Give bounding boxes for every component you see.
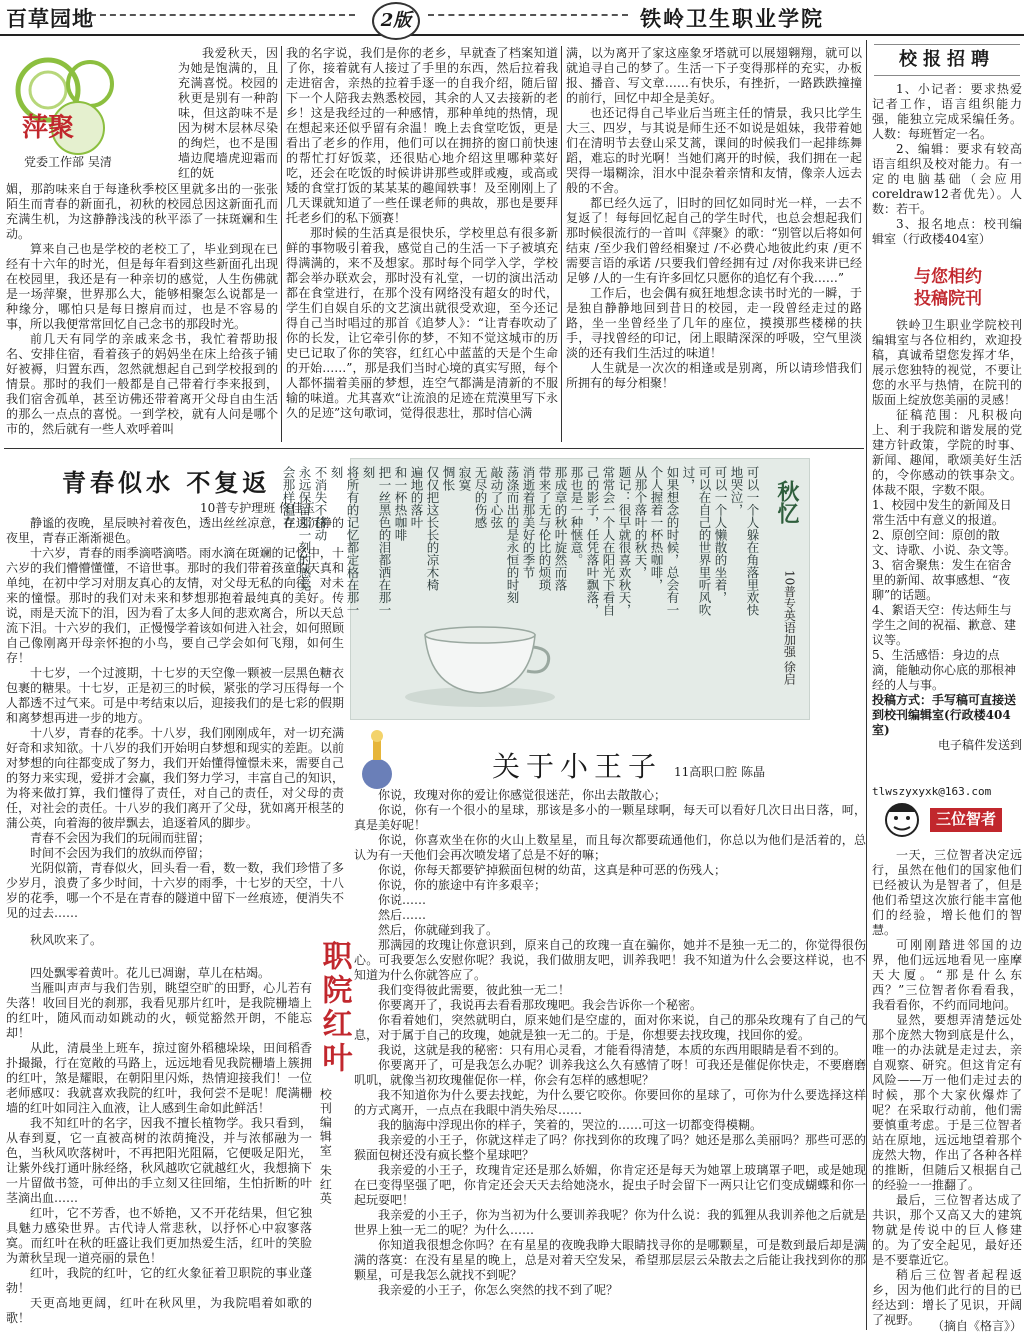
paragraph: 可刚刚踏进邻国的边界，他们远远地看见一座摩天大厦。“那是什么东西？”三位智者你看看我，我看看你，不约而同地问。 (872, 938, 1022, 1012)
header-divider (428, 14, 628, 26)
paragraph: 十七岁，一个过渡期，十七岁的天空像一颗被一层黑色糖衣包裹的糖果。十七岁，正是初三的时候，紧张的学习压得每一个人都透不过气来。可是中考结束以后，迎接我们的是七彩的假期和离梦想再进一步的地方。 (6, 666, 344, 725)
heading-line: 与您相约 (914, 267, 982, 287)
article-column (566, 46, 862, 391)
paragraph: 你看着她们，突然就明白，原来她们是空虚的，面对你来说，自己的那朵玫瑰有了自己的气息，对于属于自己的玫瑰，她就是独一无二的。于是，你想要去找玫瑰，找回你的爱。 (354, 1013, 866, 1042)
column-divider (866, 40, 867, 1330)
wise-men-title: 三位智者 (930, 808, 1002, 832)
email-address: tlwszyxyxk@163.com (872, 785, 992, 798)
paragraph: 最后，三位智者达成了共识，那个又高又大的建筑物就是传说中的巨人修建的。为了安全起见，最好还是不要靠近它。 (872, 1193, 1022, 1267)
paragraph: 你说，你的旅途中有许多艰辛； (378, 878, 547, 892)
paragraph: 媚，那韵味来自于每逢秋季校区里就多出的一张张陌生而青春的新面孔，初秋的校园总因这新面孔而充满生机，为这静静浅浅的秋平添了一抹斑斓和生动。 (6, 182, 278, 241)
article-body (6, 966, 312, 1326)
paragraph: 工作后，也会偶有疯狂地想念读书时光的一瞬，于是独自静静地回到昔日的校园，走一段曾经走过的路路，坐一坐曾经坐了几年的座位，摸摸那些楼梯的扶手，寻找曾经的印记，闭上眼睛深深的呼吸，空气里淡淡的还有我们生活过的味道！ (566, 286, 862, 360)
paragraph: 当雁叫声声与我们告别，眺望空旷的田野，心儿若有失落！收回目光的刹那，我看见那片红叶，是我院栅墙上的红叶，随风而动如跳动的火，顿觉豁然开朗，不能忘却！ (6, 981, 312, 1040)
paragraph: 你说，玫瑰对你的爱让你感觉很迷茫，你出去散散心； (378, 788, 667, 802)
paragraph: 铁岭卫生职业学院校刊编辑室与各位相约，欢迎投稿，真诚希望您发挥才华，展示您独特的视觉，不要让您的水平与热情，在院刊的版面上绽放您美丽的灵感！ (872, 318, 1022, 407)
article-logo (4, 44, 174, 184)
poem-line: 可以一个人懒散的坐着， (713, 466, 728, 604)
sidebar-heading: 校报招聘 (874, 44, 1020, 76)
paragraph: 青春不会因为我们的玩闹而驻留； (30, 831, 211, 845)
paragraph: 时间不会因为我们的放纵而停留； (30, 846, 211, 860)
poem-body (281, 466, 760, 626)
list-item: 1、小记者：要求热爱记者工作，语言组织能力强，能独立完成采编任务。人数：每班暂定一名。 (872, 82, 1022, 141)
paragraph: 你说…… (378, 893, 427, 907)
paragraph: 从此，清晨坐上班车，掠过窗外稻穗垛垛，田间稻香扑撮撮，行在宽敞的马路上，远远地看见我院栅墙上簇拥的红叶，煞是耀眼，在朝阳里闪烁，热情迎接我们！一位老师感叹：我就喜欢我院的红叶，我何尝不是呢！爬满栅墙的红叶如同注入血液，让人感到生命如此鲜活！ (6, 1041, 312, 1115)
poem-line: 可以在自己的世界里听风吹过， (681, 466, 712, 616)
list-item: 1、校园中发生的新闻及日常生活中有意义的报道。 (872, 498, 1012, 527)
article-body (354, 788, 866, 1298)
paragraph: 我亲爱的小王子，玫瑰肯定还是那么娇媚，你肯定还是每天为她罩上玻璃罩子吧，或是她现在已变得坚强了吧，你肯定还会天天去给她浇水，捉虫子时会留下一两只让它们变成蝴蝶和你一起玩耍吧！ (354, 1163, 866, 1207)
column-divider (281, 46, 282, 442)
page-number-badge: 2版 (372, 2, 420, 40)
paragraph: 你说，你每天都要铲掉猴面包树的幼苗，这真是种可恶的伤残人； (378, 863, 727, 877)
article-byline: 校刊编辑室 朱红英 (318, 1088, 333, 1206)
paragraph: 光阴似箭，青春似火，回头看一看，数一数，我们珍惜了多少岁月，浪费了多少时间，十六岁的雨季，十七岁的天空，十八岁的花季，哪一个不是在青春的隧道中留下一丝痕迹，便消失不见的过去…… (6, 861, 344, 920)
paragraph: 你要离开了，我说再去看看那玫瑰吧。我会告诉你一个秘密。 (378, 998, 703, 1012)
paragraph: 静谧的夜晚，星辰映衬着夜色，透出丝丝凉意，在这沉静的夜里，青春正渐渐褪色。 (6, 516, 344, 545)
list-item: 2、编辑：要求有较高语言组织及校对能力。有一定的电脑基础（会应用coreldraw12者优先）。人数：若干。 (872, 142, 1022, 216)
submission-method: 投稿方式：手写稿可直接送到校刊编辑室(行政楼404室) (872, 693, 1017, 737)
poem-line: 仅仅把这长长的凉木椅 (425, 466, 440, 591)
poem-line: 消逝着那美好的季节 (521, 466, 536, 579)
poem-line: 和一杯热咖啡 (393, 466, 408, 541)
sidebar-heading (876, 266, 1020, 310)
paragraph: 显然，要想弄清楚远处那个庞然大物到底是什么，唯一的办法就是走过去，亲自观察、研究。但这肯定有风险——万一他们走过去的时候，那个大家伙爆炸了呢？在采取行动前，他们需要慎重考虑。于是三位智者站在原地，远远地望着那个庞然大物，作出了各种各样的推断，但随后又根据自己的经验一一推翻了。 (872, 1013, 1022, 1192)
poem-line: 把一丝黑色的泪都洒在那一刻 (361, 466, 392, 616)
poem-line: 从那个落叶的秋天， (633, 466, 648, 579)
article-column (178, 46, 278, 181)
poem-line: 永远保留那一刻的感觉 (297, 466, 312, 591)
poem-line: 惆怅 (441, 466, 456, 491)
article-byline: 党委工作部 吴清 (24, 155, 112, 169)
paragraph: 我亲爱的小王子，你为当初为什么要训养我呢？你为什么说：我的狐狸从我训养他之后就是世界上独一无二的呢？为什么…… (354, 1208, 866, 1237)
paragraph: 我们变得彼此需要，彼此独一无二！ (378, 983, 571, 997)
list-item: 3、宿舍聚焦：发生在宿舍里的新闻、故事感想、“夜聊”的话题。 (872, 558, 1012, 602)
little-prince-planet-icon (352, 728, 402, 790)
coffee-cup-icon (400, 605, 560, 710)
poem-line: 荡涤而出的是永恒的时刻 (505, 466, 520, 604)
paragraph: 满，以为离开了家这座象牙塔就可以展翅翱翔，就可以就追寻自己的梦了。生活一下子变得那样的充实，办板报、播音、写文章……有快乐，有挫折，一路跌跌撞撞的前行，回忆中却全是美好。 (566, 46, 862, 105)
poem-line: 那成章的秋叶旋然而落 (553, 466, 568, 591)
poem-title: 秋忆 (773, 480, 800, 524)
recruit-notice (872, 82, 1022, 247)
paragraph: 我亲爱的小王子，你就这样走了吗？你找到你的玫瑰了吗？她还是那么美丽吗？那些可恶的猴面包树还没有疯长整个星球吧？ (354, 1133, 866, 1162)
poem-line: 可以一个人躲在角落里欢快地哭泣， (729, 466, 760, 616)
paragraph: 我的名字说，我们是你的老乡，早就查了档案知道了你，接着就有人接过了手里的东西，然后拉着我走进宿舍，亲热的拉着手逐一的自我介绍，随后留下一个人陪我去熟悉校园，其余的人又去接新的老乡！这是我经过的一种感情，那种单纯的热情，现在想起来还似乎留有余温！晚上去食堂吃饭，更是看出了老乡的作用，他们可以在拥挤的窗口前快速的帮忙打好饭菜，还很贴心地介绍这里哪种菜好吃，还会在吃饭的时候讲讲那些或胖或瘦，或高或矮的食堂打饭的某某某的趣闻轶事！及至刚刚上了几天课就知道了一些任课老师的典故，那也是要拜托老乡们的私下颁赛！ (286, 46, 558, 225)
paragraph: 秋风吹来了。 (30, 933, 103, 947)
heading-line: 投稿院刊 (914, 289, 982, 309)
section-divider (4, 448, 864, 449)
paragraph: 也还记得自己毕业后当班主任的情景，我只比学生大三、四岁，与其说是师生还不如说是姐妹，我带着她们在清明节去登山采艾蒿，课间的时候我们一起排练舞蹈，难忘的时光啊！当她们离开的时候，我们拥在一起哭得一塌糊涂，泪水中混杂着亲情和友情，像亲人远去般的不舍。 (566, 106, 862, 195)
paragraph: 我说，这就是我的秘密：只有用心灵看，才能看得清楚，本质的东西用眼睛是看不到的。 (378, 1043, 847, 1057)
section-title: 百草园地 (6, 6, 94, 31)
article-title: 职院红叶 (316, 940, 352, 1076)
list-item: 5、生活感悟：身边的点滴，能触动你心底的那根神经的人与事。 (872, 648, 1017, 692)
header-divider (90, 14, 355, 26)
list-item: 4、絮语天空：传达师生与学生之间的祝福、歉意、建议等。 (872, 603, 1017, 647)
poem-line: 如果想念的时候，总会有一个人握着一杯热咖啡， (649, 466, 680, 616)
article-column (286, 46, 558, 421)
list-item: 3、报名地点：校刊编辑室（行政楼404室） (872, 217, 1022, 246)
paragraph: 然后，你就碰到我了。 (378, 923, 499, 937)
paragraph: 你说，你喜欢坐在你的火山上数星星，而且每次都要疏通他们，你总以为他们是活着的，总认为有一天他们会再次喷发堵了总是不好的嘛； (354, 833, 866, 862)
paragraph: 然后…… (378, 908, 427, 922)
poem-line: 不消失不移动 (313, 466, 328, 541)
article-title: 萍聚 (22, 113, 75, 143)
poem-line: 遍地的落叶 (409, 466, 424, 529)
paragraph: 前几天有同学的亲戚来念书，我忙着帮助报名、安排住宿，看着孩子的妈妈坐在床上给孩子铺好被褥，归置东西，忽然就想起自己到学校报到的情景。那时的我们一般都是自己带着行李来报到，我们宿舍孤单，甚至访佛还带着离开父母自由生活的那么一点点的喜悦。一到学校，就有人问是哪个市的，然后就有一些人欢呼着叫 (6, 332, 278, 436)
poem-line: 无尽的伤感 (473, 466, 488, 529)
paragraph: 红叶，我院的红叶，它的红火象征着卫职院的事业蓬勃！ (6, 1266, 312, 1295)
paragraph: 我的脑海中浮现出你的样子，笑着的，哭泣的……可这一切都变得模糊。 (378, 1118, 763, 1132)
paragraph: 我不知道你为什么要去找蛇，为什么要它咬你。你要回你的星球了，可你为什么要选择这样的方式离开，一点点在我眼中消失殆尽…… (354, 1088, 866, 1117)
column-divider (561, 46, 562, 442)
paragraph: 我爱秋天，因为她是饱满的，且充满喜悦。校园的秋更是别有一种韵味，但这韵味不是因为树木层林尽染的绚烂，也不是围墙边爬墙虎迎霜而红的妩 (178, 46, 278, 180)
article-title: 青春似水 不复返 (62, 468, 271, 497)
paragraph: 你知道我很想念你吗？在有星星的夜晚我睁大眼睛找寻你的是哪颗星，可是数到最后却是满满的落寞：在没有星星的晚上，总是对着天空发呆，希望那层层云朵散去之后能让我找到你的那颗星，可是我怎么就找不到呢？ (354, 1238, 866, 1282)
article-byline: 10普专护理班 佟佳玉 (200, 501, 316, 515)
list-item: 2、原创空间：原创的散文、诗歌、小说、杂文等。 (872, 528, 1017, 557)
article-intro (6, 933, 306, 948)
wise-men-header (880, 796, 1020, 840)
paragraph: 人生就是一次次的相逢或是别离，所以请珍惜我们所拥有的每分相聚！ (566, 361, 862, 390)
paragraph: 你说，你有一个很小的星球，那该是多小的一颗星球啊，每天可以看好几次日出日落，呵，真是美好呢！ (354, 803, 866, 832)
paragraph: 十八岁，青春的花季。十八岁，我们刚刚成年，对一切充满好奇和求知欲。十八岁的我们开始明白梦想和现实的差距。以前对梦想的向往都变成了努力，我们开始懂得憧憬未来，需要自己的努力来实现，爱拼才会赢，我们努力学习，丰富自己的知识，为将来做打算，我们懂得了责任，对自己的责任，对父母的责任，对社会的责任。十八岁的我们离开了父母，犹如离开根茎的蒲公英，向着海的彼岸飘去，追逐着风的脚步。 (6, 726, 344, 830)
paragraph: 我亲爱的小王子，你怎么突然的找不到了呢？ (378, 1283, 619, 1297)
paragraph: 我不知红叶的名字，因我不擅长植物学。我只看到，从春到夏，它一直被高树的浓荫掩没，并与浓郁融为一色，当秋风吹落树叶，不再把阳光阻隔，它便吸足阳光，让紫外线打通叶脉经络，秋风越吹它就越红火，我想摘下一片留做书签，可伸出的手立刻又往回缩，生怕折断的叶茎滴出血…… (6, 1116, 312, 1205)
paragraph: 稍后三位智者起程返乡，因为他们此行的目的已经达到：增长了见识，开阔了视野。 (872, 1268, 1022, 1327)
paragraph: 那时候的生活真是很快乐，学校里总有很多新鲜的事物吸引着我，感觉自己的生活一下子被填充得满满的，来不及想家。那时每个同学入学，学校都会举办联欢会，那时没有礼堂，一切的演出活动都在食堂进行，在那个没有网络没有超女的时代，学生们自娱自乐的文艺演出就很受欢迎，至今还记得自己当时唱过的那首《追梦人》：“让青春吹动了你的长发，让它牵引你的梦，不知不觉这城市的历史已记取了你的笑容，红红心中蓝蓝的天是个生命的开始……”，那是我们当时心境的真实写照，每个人都怀揣着美丽的梦想，连空气都满是清新的不服输的味道。尤其喜欢“让流浪的足迹在荒漠里写下永久的足迹”这句歌词，觉得很悲壮，那时信心满 (286, 226, 558, 420)
paragraph: 四处飘零着黄叶。花儿已凋谢，草儿在枯竭。 (30, 966, 271, 980)
cartoon-face-icon (880, 796, 924, 840)
email-label: 电子稿件发送到 (937, 738, 1022, 752)
source-note: （摘自《格言》） (931, 1319, 1022, 1333)
paragraph: 征稿范围：凡积极向上、利于我院和谐发展的党建方针政策，学院的时事、新闻、趣闻，歌颂美好生活的，令你感动的铁事杂文。体裁不限，字数不限。 (872, 408, 1022, 497)
poem-line: 敲动了心弦 (489, 466, 504, 529)
paragraph: 都已经久远了，旧时的回忆如同时光一样，一去不复返了！每每回忆起自己的学生时代，也总会想起我们那时候很流行的一首叫《萍聚》的歌：“别管以后将如何结束 /至少我们曾经相聚过 /不必费心地彼此约束 /更不需要言语的承诺 /只要我们曾经拥有过 /对你我来讲已经足够 /人的一生有许多回忆只愿你的追忆有个我……” (566, 196, 862, 285)
poem-line: 会那样温存 (281, 466, 296, 529)
article-column (6, 182, 278, 437)
paragraph: 一天，三位智者决定远行，虽然在他们的国家他们已经被认为是智者了，但是他们希望这次旅行能丰富他们的经验，增长他们的智慧。 (872, 848, 1022, 937)
paragraph: 你要离开了，可是我怎么办呢？训养我这么久有感情了呀！可我还是催促你快走，不要磨磨叽叽，就像当初玫瑰催促你一样，你会有怎样的感想呢？ (354, 1058, 866, 1087)
poem-line: 寂寞 (457, 466, 472, 491)
wise-men-story (872, 848, 1022, 1328)
paragraph: 算来自己也是学校的老校工了，毕业到现在已经有十六年的时光，但是每年看到这些新面孔出现在校园里，我还是有一种亲切的感觉，人生伤佛就是一场萍聚，世界那么大，能够相聚怎么说都是一种缘分，哪怕只是每日擦肩而过，也是不容易的事，所以我便常常回忆自己念书的那段时光。 (6, 242, 278, 331)
paragraph: 十六岁，青春的雨季滴嗒滴嗒。雨水滴在斑斓的记忆中，十六岁的我们懵懵懂懂，不谙世事。那时的我们带着孩童的天真和单纯，在初中学习对朋友真心的友情，对父母无私的向往，对未来的憧憬。那时的我们对未来和梦想那抱着最纯真的美好。传说，雨是天流下的泪，因为看了太多人间的悲欢离合，所以天总流下泪。十六岁的我们，正慢慢学着该如何进入社会，如何照顾自己像刚离开母亲怀抱的小鸟，要自己学会如何飞翔，如何生存！ (6, 546, 344, 665)
paragraph: 那满园的玫瑰让你意识到，原来自己的玫瑰一直在骗你，她并不是独一无二的，你觉得很伤心。可我要怎么安慰你呢？我说，我们做朋友吧，训养我吧！我不知道为什么会要这样说，也不知道为什么你就答应了。 (354, 938, 866, 982)
article-byline: 11高职口腔 陈晶 (674, 765, 766, 779)
poem-line: 将所有的记忆都定格在那一刻 (329, 466, 360, 616)
paragraph: 红叶，它不芳香，也不娇艳，又不开花结果，但它独具魅力感染世界。古代诗人常悲秋，以抒怀心中寂寥落寞。而红叶在秋的旺盛让我们更加热爱生活，红叶的笑脸为萧秋呈现一道亮丽的景色！ (6, 1206, 312, 1265)
school-name: 铁岭卫生职业学院 (640, 6, 824, 31)
article-title: 关于小王子 (492, 750, 663, 783)
paragraph: 天更高地更阔，红叶在秋风里，为我院唱着如歌的歌！ (6, 1296, 312, 1325)
submission-notice (872, 318, 1022, 753)
poem-line: 带来了无与伦比的烦琐 (537, 466, 552, 591)
poem-line: 题记：很早就很喜欢秋天，常常会一个人在阳光下看自己的影子，任凭落叶飘落，那也是一种惬意。 (569, 466, 632, 616)
poem-author: 10普专英语加强 徐启 (782, 570, 797, 686)
